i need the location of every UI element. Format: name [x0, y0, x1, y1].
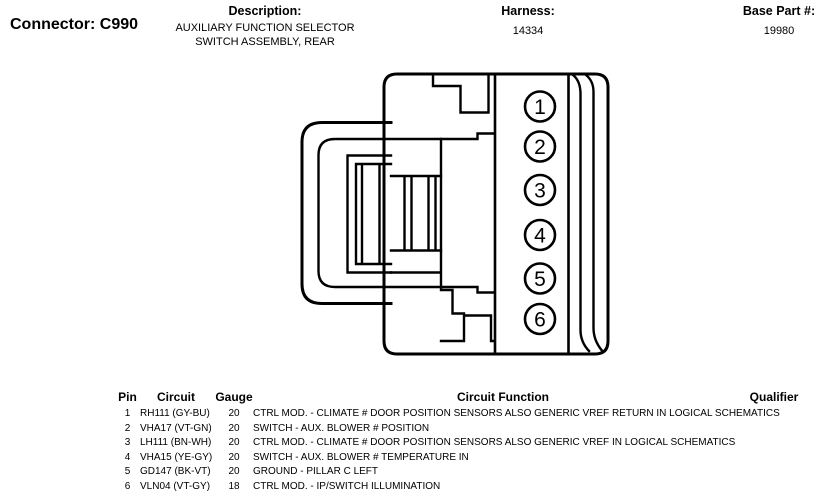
table-row — [110, 423, 822, 436]
pin-number: 5 — [534, 268, 546, 291]
table-row — [110, 408, 822, 421]
pin-terminal-5 — [525, 264, 555, 294]
pin-terminal-3 — [525, 175, 555, 205]
description-label: Description: — [228, 4, 302, 18]
circuit-cell: RH111 (GY-BU) — [140, 408, 210, 419]
circuit-cell: LH111 (BN-WH) — [140, 437, 212, 449]
pin-terminal-2 — [525, 132, 555, 162]
gauge-cell: 20 — [228, 422, 240, 434]
pin-cell: 6 — [124, 481, 131, 492]
column-header-qualifier: Qualifier — [749, 390, 799, 404]
connector-id-label: Connector: C990 — [10, 16, 139, 33]
column-header-pin: Pin — [118, 390, 137, 404]
pin-cell: 4 — [124, 451, 131, 463]
column-header-gauge: Gauge — [215, 390, 253, 404]
description-line-2: SWITCH ASSEMBLY, REAR — [195, 36, 335, 48]
circuit-function-cell: CTRL MOD. - IP/SWITCH ILLUMINATION — [253, 481, 441, 492]
pin-terminal-1 — [525, 92, 555, 122]
column-header-circuit: Circuit — [156, 390, 195, 404]
gauge-cell: 20 — [228, 451, 240, 463]
gauge-cell: 20 — [228, 466, 240, 478]
pin-cell: 5 — [124, 466, 131, 478]
circuit-cell: GD147 (BK-VT) — [140, 466, 211, 478]
circuit-function-cell: GROUND - PILLAR C LEFT — [253, 466, 379, 478]
table-row — [110, 466, 822, 479]
pin-cell: 3 — [124, 437, 131, 449]
gauge-cell: 18 — [228, 481, 240, 492]
table-row — [110, 452, 822, 465]
table-row — [110, 437, 822, 450]
center-key-bars — [391, 176, 441, 251]
pin-number: 3 — [534, 179, 546, 203]
circuit-function-cell: CTRL MOD. - CLIMATE # DOOR POSITION SENSORS ALSO GENERIC VREF IN LOGICAL SCHEMATICS — [253, 437, 736, 449]
circuit-cell: VHA17 (VT-GN) — [140, 422, 212, 434]
pin-terminal-6 — [525, 304, 555, 334]
gauge-cell: 20 — [228, 437, 240, 449]
table-row — [110, 481, 822, 494]
circuit-function-cell: SWITCH - AUX. BLOWER # TEMPERATURE IN — [253, 451, 469, 463]
pin-cell: 1 — [124, 408, 131, 419]
cavity-step-lines — [391, 76, 494, 342]
column-header-circuit-function: Circuit Function — [457, 390, 549, 404]
circuit-function-cell: SWITCH - AUX. BLOWER # POSITION — [253, 422, 430, 434]
base-part-value: 19980 — [763, 25, 795, 37]
base-part-label: Base Part #: — [742, 4, 816, 18]
pin-number: 6 — [534, 308, 546, 332]
circuit-cell: VHA15 (YE-GY) — [140, 451, 213, 463]
circuit-function-cell: CTRL MOD. - CLIMATE # DOOR POSITION SENSORS ALSO GENERIC VREF RETURN IN LOGICAL SCHEMATICS — [253, 408, 780, 419]
gauge-cell: 20 — [228, 408, 240, 419]
circuit-cell: VLN04 (VT-GY) — [140, 481, 211, 492]
pin-cell: 2 — [124, 422, 131, 434]
pin-number: 4 — [534, 224, 546, 248]
harness-value: 14334 — [512, 25, 544, 37]
pin-terminal-4 — [525, 220, 555, 250]
harness-label: Harness: — [501, 4, 555, 18]
description-line-1: AUXILIARY FUNCTION SELECTOR — [175, 22, 355, 34]
pin-number: 2 — [534, 136, 546, 159]
pinout-table-header — [110, 390, 822, 403]
right-bevel-lines — [573, 75, 602, 351]
pin-number: 1 — [534, 96, 546, 119]
